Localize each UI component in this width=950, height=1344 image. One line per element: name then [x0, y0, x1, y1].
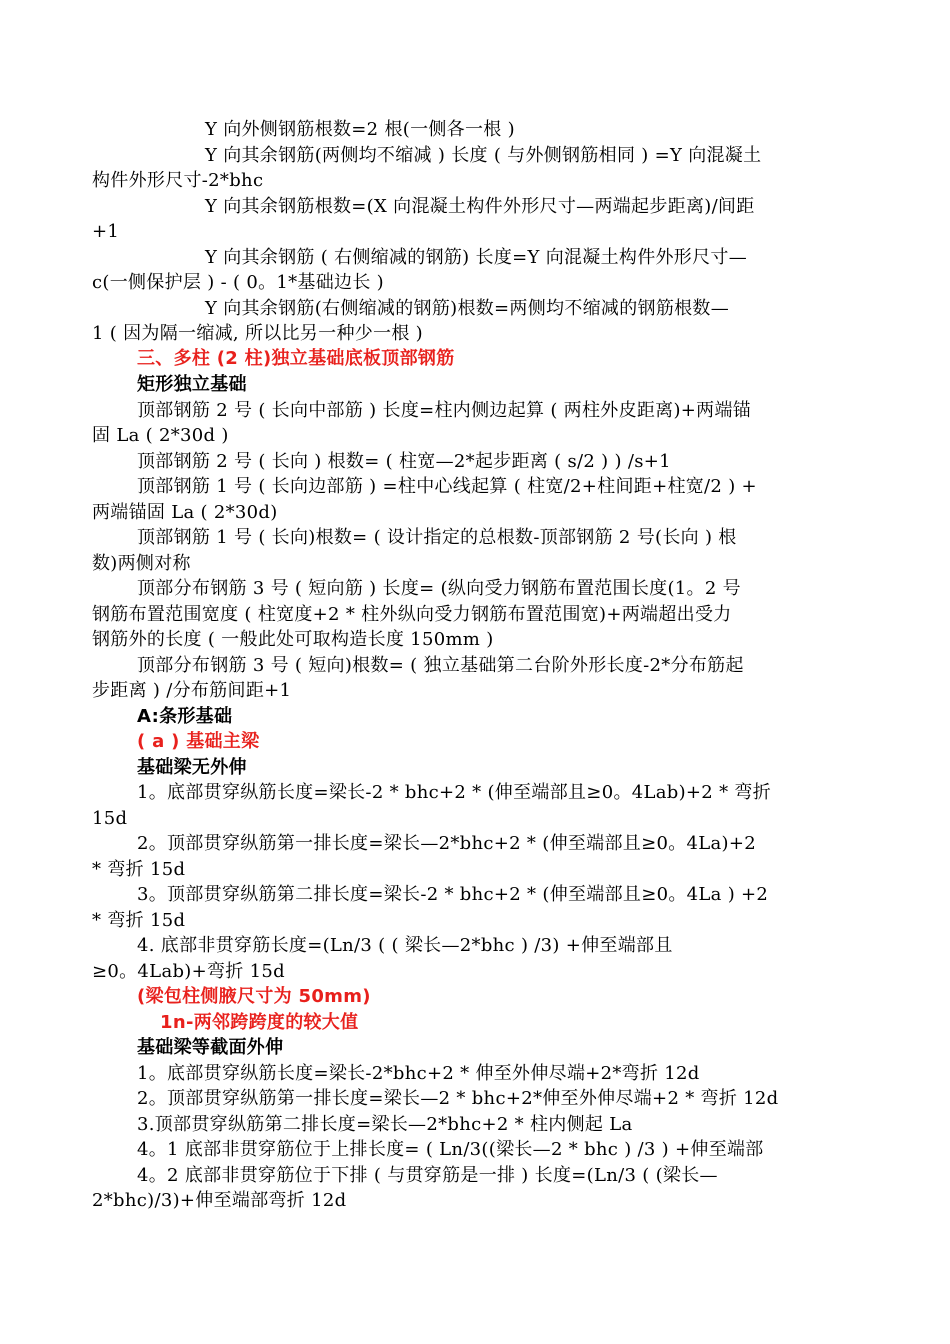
text-line: 钢筋外的长度 ( 一般此处可取构造长度 150mm ): [92, 629, 494, 650]
note-heading: 1n-两邻跨跨度的较大值: [160, 1012, 359, 1033]
text-line: 顶部钢筋 1 号 ( 长向边部筋 ) =柱中心线起算 ( 柱宽/2+柱间距+柱宽/2 ) +: [137, 476, 757, 497]
text-line: 构件外形尺寸-2*bhc: [92, 170, 264, 191]
text-line: 1 ( 因为隔一缩减, 所以比另一种少一根 ): [92, 323, 424, 344]
text-line: 2。顶部贯穿纵筋第一排长度=梁长—2 * bhc+2*伸至外伸尽端+2 * 弯折 12d: [137, 1088, 779, 1109]
text-line: * 弯折 15d: [92, 910, 186, 931]
text-line: Y 向外侧钢筋根数=2 根(一侧各一根 ): [205, 119, 515, 140]
text-line: c(一侧保护层 ) - ( 0。1*基础边长 ): [92, 272, 384, 293]
text-line: 1。底部贯穿纵筋长度=梁长-2 * bhc+2 * (伸至端部且≥0。4Lab)+2 * 弯折: [137, 782, 771, 803]
subsection-heading: 基础梁等截面外伸: [137, 1037, 284, 1058]
text-line: 固 La ( 2*30d ): [92, 425, 229, 446]
text-line: +1: [92, 221, 120, 242]
text-line: 2。顶部贯穿纵筋第一排长度=梁长—2*bhc+2 * (伸至端部且≥0。4La)+2: [137, 833, 757, 854]
text-line: 顶部分布钢筋 3 号 ( 短向筋 ) 长度= (纵向受力钢筋布置范围长度(1。2 号: [137, 578, 741, 599]
text-line: 15d: [92, 808, 128, 829]
text-line: 顶部钢筋 1 号 ( 长向)根数= ( 设计指定的总根数-顶部钢筋 2 号(长向 ) 根: [137, 527, 737, 548]
section-heading: 三、多柱 (2 柱)独立基础底板顶部钢筋: [137, 348, 455, 369]
text-line: 数)两侧对称: [92, 553, 191, 574]
subsection-heading: 矩形独立基础: [137, 374, 247, 395]
text-line: 钢筋布置范围宽度 ( 柱宽度+2 * 柱外纵向受力钢筋布置范围宽)+两端超出受力: [92, 604, 732, 625]
text-line: 4. 底部非贯穿筋长度=(Ln/3 ( ( 梁长—2*bhc ) /3) +伸至端部且: [137, 935, 673, 956]
subsection-heading: A:条形基础: [137, 706, 233, 727]
section-heading: ( a ) 基础主梁: [137, 731, 260, 752]
text-line: 步距离 ) /分布筋间距+1: [92, 680, 292, 701]
text-line: Y 向其余钢筋(两侧均不缩减 ) 长度 ( 与外侧钢筋相同 ) =Y 向混凝土: [205, 145, 762, 166]
text-line: 顶部钢筋 2 号 ( 长向中部筋 ) 长度=柱内侧边起算 ( 两柱外皮距离)+两端锚: [137, 400, 752, 421]
text-line: ≥0。4Lab)+弯折 15d: [92, 961, 285, 982]
text-line: 3.顶部贯穿纵筋第二排长度=梁长—2*bhc+2 * 柱内侧起 La: [137, 1114, 633, 1135]
text-line: Y 向其余钢筋(右侧缩减的钢筋)根数=两侧均不缩减的钢筋根数—: [205, 298, 730, 319]
note-heading: (梁包柱侧腋尺寸为 50mm): [137, 986, 371, 1007]
text-line: 4。1 底部非贯穿筋位于上排长度= ( Ln/3((梁长—2 * bhc ) /3 ) +伸至端部: [137, 1139, 764, 1160]
text-line: 两端锚固 La ( 2*30d): [92, 502, 278, 523]
text-line: 2*bhc)/3)+伸至端部弯折 12d: [92, 1190, 347, 1211]
text-line: Y 向其余钢筋 ( 右侧缩减的钢筋) 长度=Y 向混凝土构件外形尺寸—: [205, 247, 747, 268]
subsection-heading: 基础梁无外伸: [137, 757, 247, 778]
text-line: Y 向其余钢筋根数=(X 向混凝土构件外形尺寸—两端起步距离)/间距: [205, 196, 755, 217]
text-line: * 弯折 15d: [92, 859, 186, 880]
text-line: 顶部分布钢筋 3 号 ( 短向)根数= ( 独立基础第二台阶外形长度-2*分布筋起: [137, 655, 744, 676]
text-line: 4。2 底部非贯穿筋位于下排 ( 与贯穿筋是一排 ) 长度=(Ln/3 ( (梁长—: [137, 1165, 718, 1186]
text-line: 1。底部贯穿纵筋长度=梁长-2*bhc+2 * 伸至外伸尽端+2*弯折 12d: [137, 1063, 700, 1084]
text-line: 3。顶部贯穿纵筋第二排长度=梁长-2 * bhc+2 * (伸至端部且≥0。4La ) +2: [137, 884, 769, 905]
text-line: 顶部钢筋 2 号 ( 长向 ) 根数= ( 柱宽—2*起步距离 ( s/2 ) ) /s+1: [137, 451, 671, 472]
